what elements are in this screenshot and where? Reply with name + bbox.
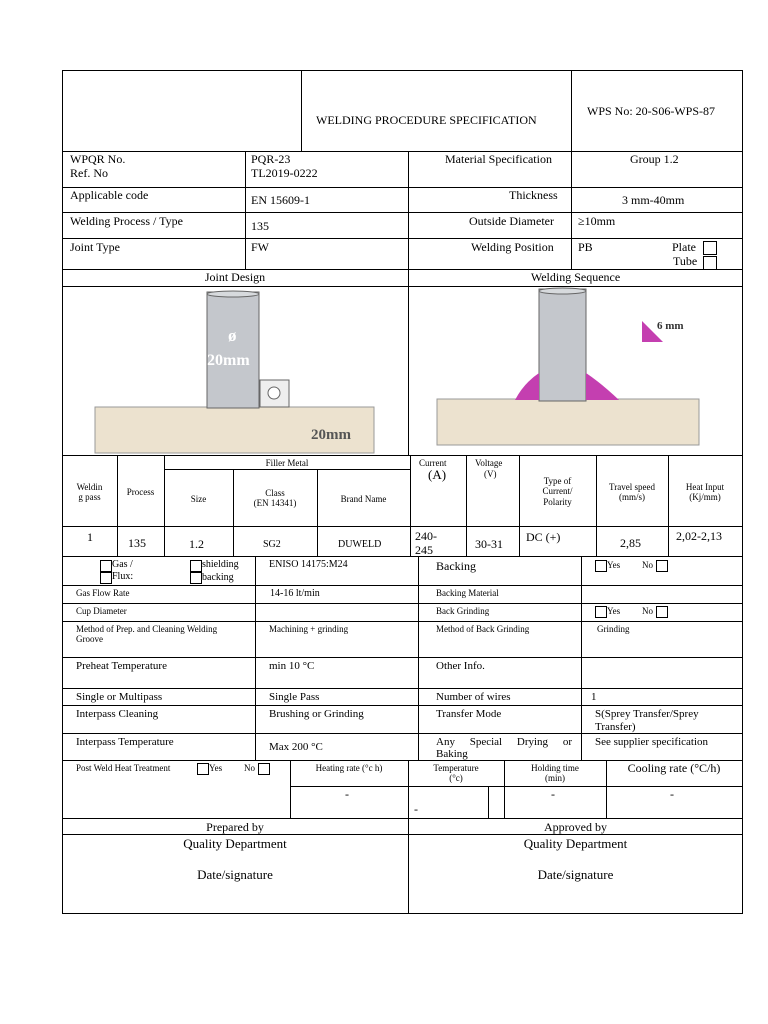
pass-current-line2: 245 — [415, 543, 433, 557]
interpass-cleaning-value: Brushing or Grinding — [269, 708, 364, 720]
polarity-header: Type of Current/ Polarity — [542, 476, 573, 507]
holding-time-value: - — [551, 787, 555, 801]
fillet-size: 6 mm — [657, 320, 684, 332]
temperature-header: Temperature (°c) — [433, 763, 479, 784]
backing-material-label: Backing Material — [436, 588, 499, 598]
tube-dimension: 20mm — [207, 352, 250, 369]
gas-checkbox[interactable] — [100, 560, 112, 572]
prepared-signature[interactable]: Date/signature — [197, 867, 273, 882]
baking-label-line2: Baking — [436, 748, 468, 760]
cooling-rate-header: Cooling rate (°C/h) — [627, 761, 721, 775]
tube-shape — [207, 292, 259, 408]
wires-value: 1 — [591, 691, 597, 703]
brand-header: Brand Name — [340, 494, 387, 504]
preheat-label: Preheat Temperature — [76, 660, 167, 672]
prep-method-value: Machining + grinding — [269, 624, 349, 634]
material-spec-value: Group 1.2 — [630, 152, 679, 166]
pass-current-line1: 240- — [415, 529, 437, 543]
pwht-yes-checkbox[interactable] — [197, 763, 209, 775]
pass-class: SG2 — [263, 539, 281, 550]
welding-position-label: Welding Position — [471, 240, 554, 254]
transfer-mode-label: Transfer Mode — [436, 708, 502, 720]
outside-diameter-label: Outside Diameter — [469, 214, 554, 228]
temperature-value: - — [414, 802, 418, 816]
heat-input-header: Heat Input (Kj/mm) — [685, 482, 725, 503]
current-unit: (A) — [428, 467, 447, 482]
wps-number: WPS No: 20-S06-WPS-87 — [587, 104, 716, 118]
applicable-code-label: Applicable code — [70, 188, 149, 202]
back-grinding-no-label: No — [642, 606, 653, 616]
tube-checkbox[interactable] — [703, 256, 717, 270]
gas-value: ENISO 14175:M24 — [269, 559, 348, 570]
welding-position-value: PB — [578, 240, 593, 254]
backing-yes-label: Yes — [607, 560, 621, 570]
plate-dimension: 20mm — [311, 427, 351, 443]
pass-polarity: DC (+) — [526, 530, 561, 544]
back-grinding-label: Back Grinding — [436, 606, 490, 616]
voltage-header: Voltage — [475, 458, 503, 468]
pwht-yes-label: Yes — [209, 763, 223, 773]
approved-signature[interactable]: Date/signature — [537, 867, 614, 882]
interpass-temp-value: Max 200 °C — [269, 741, 323, 753]
joint-design-label: Joint Design — [204, 270, 266, 284]
multipass-value: Single Pass — [269, 691, 320, 703]
ref-value: TL2019-0222 — [251, 166, 318, 180]
pass-number: 1 — [87, 530, 93, 544]
cup-diameter-label: Cup Diameter — [76, 606, 127, 616]
heating-rate-value: - — [345, 787, 349, 801]
multipass-label: Single or Multipass — [76, 691, 163, 703]
prep-method-label: Method of Prep. and Cleaning Welding Groove — [76, 624, 218, 645]
pwht-label: Post Weld Heat Treatment — [76, 763, 171, 773]
ref-label: Ref. No — [70, 166, 108, 180]
welding-process-label: Welding Process / Type — [70, 214, 183, 228]
tube-top-ellipse — [207, 291, 259, 297]
pwht-no-label: No — [244, 763, 255, 773]
pwht-no-checkbox[interactable] — [258, 763, 270, 775]
pass-travel-speed: 2,85 — [620, 536, 641, 550]
small-block-hole — [268, 387, 280, 399]
material-spec-label: Material Specification — [445, 152, 552, 166]
backing-gas-label: backing — [202, 572, 234, 583]
thickness-value: 3 mm-40mm — [622, 193, 685, 207]
gas-flow-label: Gas Flow Rate — [76, 588, 130, 598]
thickness-label: Thickness — [509, 188, 558, 202]
approved-by-label: Approved by — [544, 820, 607, 834]
back-grinding-no-checkbox[interactable] — [656, 606, 668, 618]
baking-value: See supplier specification — [595, 736, 709, 748]
document-title: WELDING PROCEDURE SPECIFICATION — [316, 113, 537, 127]
backing-no-checkbox[interactable] — [656, 560, 668, 572]
back-grinding-yes-label: Yes — [607, 606, 621, 616]
class-header: Class (EN 14341) — [253, 488, 297, 509]
pass-heat-input: 2,02-2,13 — [676, 529, 722, 543]
seq-tube-shape — [539, 289, 586, 401]
wires-label: Number of wires — [436, 691, 511, 703]
interpass-cleaning-label: Interpass Cleaning — [76, 708, 159, 720]
current-header: Current — [419, 458, 447, 468]
wpqr-label: WPQR No. — [70, 152, 126, 166]
tube-label: Tube — [673, 254, 698, 268]
back-grinding-yes-checkbox[interactable] — [595, 606, 607, 618]
outside-diameter-value: ≥10mm — [578, 214, 616, 228]
right-weld-bead — [586, 373, 619, 400]
flux-checkbox[interactable] — [100, 572, 112, 584]
pass-size: 1.2 — [189, 537, 204, 551]
other-info-label: Other Info. — [436, 660, 485, 672]
welding-sequence-drawing — [436, 285, 701, 446]
welding-process-value: 135 — [251, 219, 269, 233]
backing-title: Backing — [436, 559, 476, 573]
filler-metal-header: Filler Metal — [265, 458, 309, 468]
left-weld-bead — [515, 373, 539, 400]
prepared-department: Quality Department — [183, 836, 287, 851]
back-grinding-method-value: Grinding — [597, 624, 630, 634]
size-header: Size — [190, 494, 207, 504]
pass-header: Weldin g pass — [76, 482, 103, 503]
plate-label: Plate — [672, 240, 696, 254]
heating-rate-header: Heating rate (°c h) — [315, 763, 383, 773]
travel-speed-header: Travel speed (mm/s) — [609, 482, 655, 503]
pass-brand: DUWELD — [338, 539, 382, 550]
joint-type-value: FW — [251, 240, 269, 254]
gas-label: Gas / — [112, 559, 133, 570]
interpass-temp-label: Interpass Temperature — [76, 736, 174, 748]
holding-time-header: Holding time (min) — [531, 763, 579, 784]
backing-yes-checkbox[interactable] — [595, 560, 607, 572]
shielding-label: shielding — [202, 559, 239, 570]
back-grinding-method-label: Method of Back Grinding — [436, 624, 530, 634]
prepared-by-label: Prepared by — [206, 820, 264, 834]
applicable-code-value: EN 15609-1 — [251, 193, 310, 207]
baking-label-line1: Any Special Drying or — [436, 736, 572, 748]
backing-no-label: No — [642, 560, 653, 570]
transfer-mode-value: S(Sprey Transfer/Sprey Transfer) — [595, 708, 699, 733]
voltage-unit: (V) — [484, 469, 497, 479]
seq-tube-top — [539, 288, 586, 294]
seq-base-plate — [437, 399, 699, 445]
approved-department: Quality Department — [523, 836, 628, 851]
diameter-symbol: ø — [228, 326, 237, 345]
wpqr-value: PQR-23 — [251, 152, 291, 166]
pass-voltage: 30-31 — [475, 537, 503, 551]
joint-type-label: Joint Type — [70, 240, 120, 254]
flux-label: Flux: — [112, 571, 134, 582]
gas-flow-value: 14-16 lt/min — [270, 588, 320, 599]
backing-gas-checkbox[interactable] — [190, 572, 202, 584]
shielding-checkbox[interactable] — [190, 560, 202, 572]
welding-sequence-label: Welding Sequence — [530, 270, 621, 284]
process-header: Process — [126, 487, 155, 497]
plate-checkbox[interactable] — [703, 241, 717, 255]
pass-process: 135 — [128, 536, 146, 550]
cooling-rate-value: - — [670, 787, 674, 801]
preheat-value: min 10 °C — [269, 660, 315, 672]
